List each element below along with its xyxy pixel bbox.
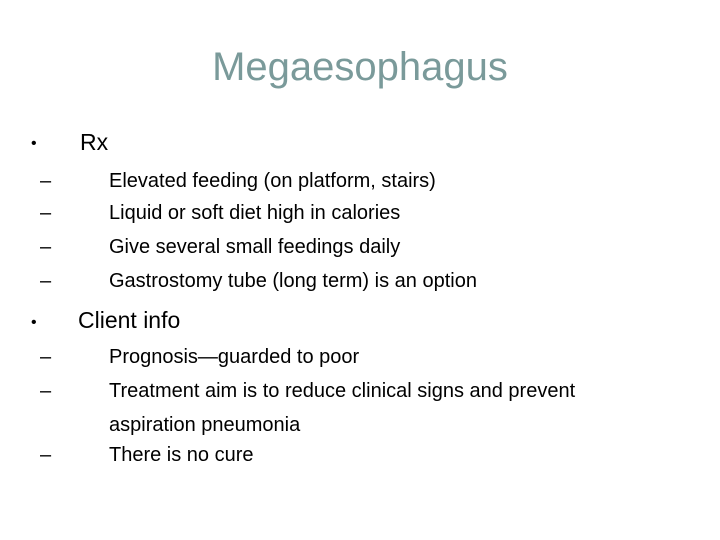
bullet-rx: • xyxy=(31,135,37,152)
dash: – xyxy=(40,444,52,466)
dash: – xyxy=(40,170,52,192)
list-item: Prognosis—guarded to poor xyxy=(109,346,360,368)
dash: – xyxy=(40,236,52,258)
section-heading-client-info: Client info xyxy=(78,307,181,333)
dash: – xyxy=(40,346,52,368)
dash: – xyxy=(40,380,52,402)
list-item: Give several small feedings daily xyxy=(109,236,401,258)
slide-title: Megaesophagus xyxy=(212,45,508,89)
list-item: Treatment aim is to reduce clinical signs and prevent aspiration pneumonia xyxy=(109,380,576,436)
bullet-client-info: • xyxy=(31,314,37,331)
list-item: Gastrostomy tube (long term) is an option xyxy=(109,270,477,292)
list-item: Liquid or soft diet high in calories xyxy=(109,202,401,224)
list-item: There is no cure xyxy=(109,444,254,466)
list-item: Elevated feeding (on platform, stairs) xyxy=(109,170,436,192)
dash: – xyxy=(40,202,52,224)
section-heading-rx: Rx xyxy=(80,129,109,155)
dash: – xyxy=(40,270,52,292)
